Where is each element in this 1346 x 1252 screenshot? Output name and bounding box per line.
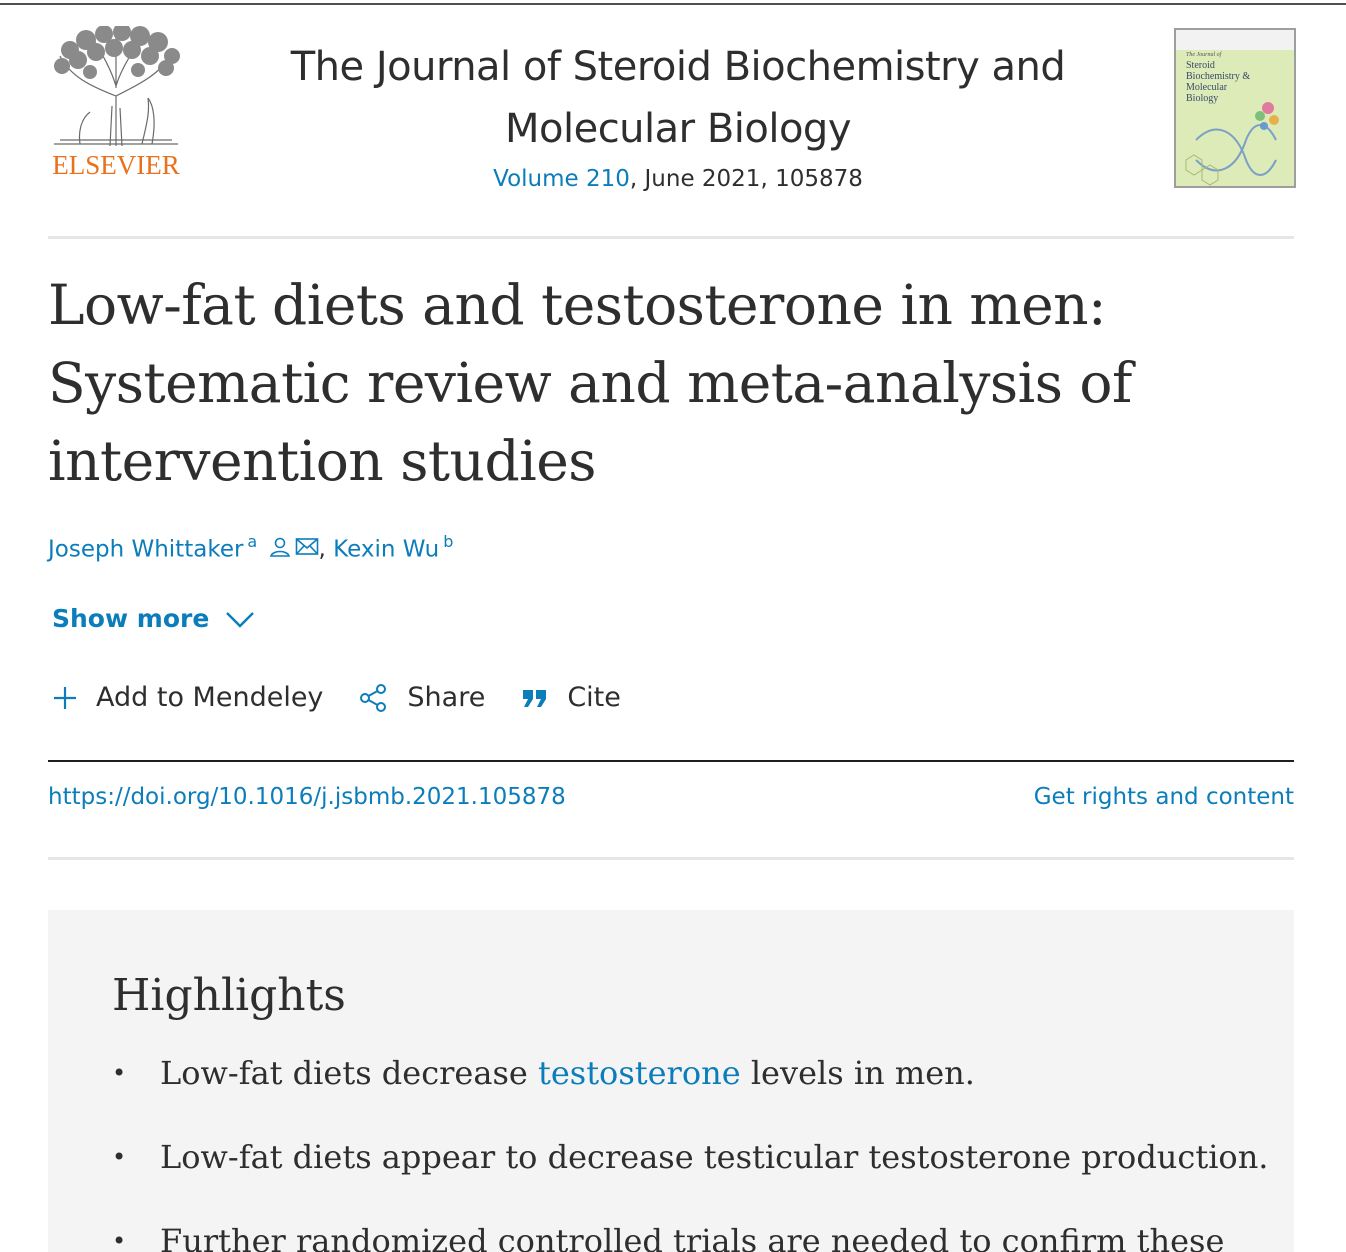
highlight-item	[112, 1134, 1269, 1180]
bullet-icon: •	[112, 1143, 127, 1171]
actions-divider	[48, 760, 1294, 762]
article-title	[48, 266, 1148, 500]
testosterone-link[interactable]: testosterone	[537, 1054, 741, 1092]
cover-line: Steroid	[1186, 60, 1215, 71]
tree-icon	[50, 26, 182, 148]
journal-title-line2[interactable]: Molecular Biology	[504, 106, 851, 152]
author-link[interactable]: Joseph Whittaker	[48, 536, 244, 563]
dna-helix-icon	[1176, 30, 1294, 186]
chevron-down-icon	[225, 610, 255, 628]
cover-line: Molecular	[1186, 82, 1228, 93]
author-separator: ,	[318, 536, 334, 563]
doi-divider	[48, 857, 1294, 860]
author-link[interactable]: Kexin Wu	[333, 536, 440, 563]
get-rights-link[interactable]: Get rights and content	[1033, 784, 1294, 810]
share-icon	[359, 683, 389, 713]
article-title-line3: intervention studies	[48, 429, 597, 493]
highlights-heading: Highlights	[112, 970, 346, 1021]
add-to-mendeley-label: Add to Mendeley	[96, 682, 324, 713]
cover-line: Biochemistry &	[1186, 71, 1251, 82]
article-title-line2: Systematic review and meta-analysis of	[48, 351, 1132, 415]
publisher-name: ELSEVIER	[52, 150, 180, 180]
cover-line: Biology	[1186, 93, 1219, 104]
highlight-item	[112, 1050, 1262, 1096]
journal-title-line1[interactable]: The Journal of Steroid Biochemistry and	[290, 44, 1066, 90]
journal-title[interactable]	[208, 36, 1148, 160]
bullet-icon: •	[112, 1059, 127, 1087]
journal-cover-image[interactable]	[1174, 28, 1296, 188]
article-title-line1: Low-fat diets and testosterone in men:	[48, 273, 1107, 337]
envelope-icon[interactable]	[295, 537, 319, 563]
author-affiliation[interactable]: b	[443, 532, 454, 551]
volume-link[interactable]: Volume 210	[493, 166, 630, 192]
top-rule	[0, 3, 1346, 5]
elsevier-logo[interactable]	[48, 26, 184, 182]
header-divider	[48, 236, 1294, 239]
highlight-text: Low-fat diets decrease	[160, 1054, 538, 1092]
cite-button[interactable]	[521, 682, 621, 713]
author-affiliation[interactable]: a	[247, 532, 258, 551]
highlights-list	[112, 1050, 1269, 1252]
highlight-text: Further randomized controlled trials are needed to confirm these	[160, 1222, 1225, 1252]
highlight-text: levels in men.	[740, 1054, 975, 1092]
article-actions	[52, 682, 657, 713]
journal-info	[208, 36, 1148, 192]
show-more-label: Show more	[52, 604, 210, 633]
quote-icon	[521, 686, 549, 710]
plus-icon	[52, 685, 78, 711]
bullet-icon: •	[112, 1227, 127, 1252]
add-to-mendeley-button[interactable]	[52, 682, 323, 713]
cover-small-text: The Journal of	[1186, 52, 1222, 58]
author-list	[48, 532, 454, 564]
cite-label: Cite	[567, 682, 621, 713]
highlight-item	[112, 1218, 1262, 1252]
person-icon[interactable]	[269, 536, 291, 564]
journal-issue	[208, 166, 1148, 192]
show-more-button[interactable]	[52, 604, 255, 633]
doi-link[interactable]: https://doi.org/10.1016/j.jsbmb.2021.105878	[48, 784, 566, 810]
journal-header	[48, 26, 1296, 196]
highlight-text: Low-fat diets appear to decrease testicular testosterone production.	[160, 1138, 1269, 1176]
issue-details: , June 2021, 105878	[629, 166, 863, 192]
share-button[interactable]	[359, 682, 485, 713]
highlights-section	[48, 910, 1294, 1252]
share-label: Share	[407, 682, 486, 713]
